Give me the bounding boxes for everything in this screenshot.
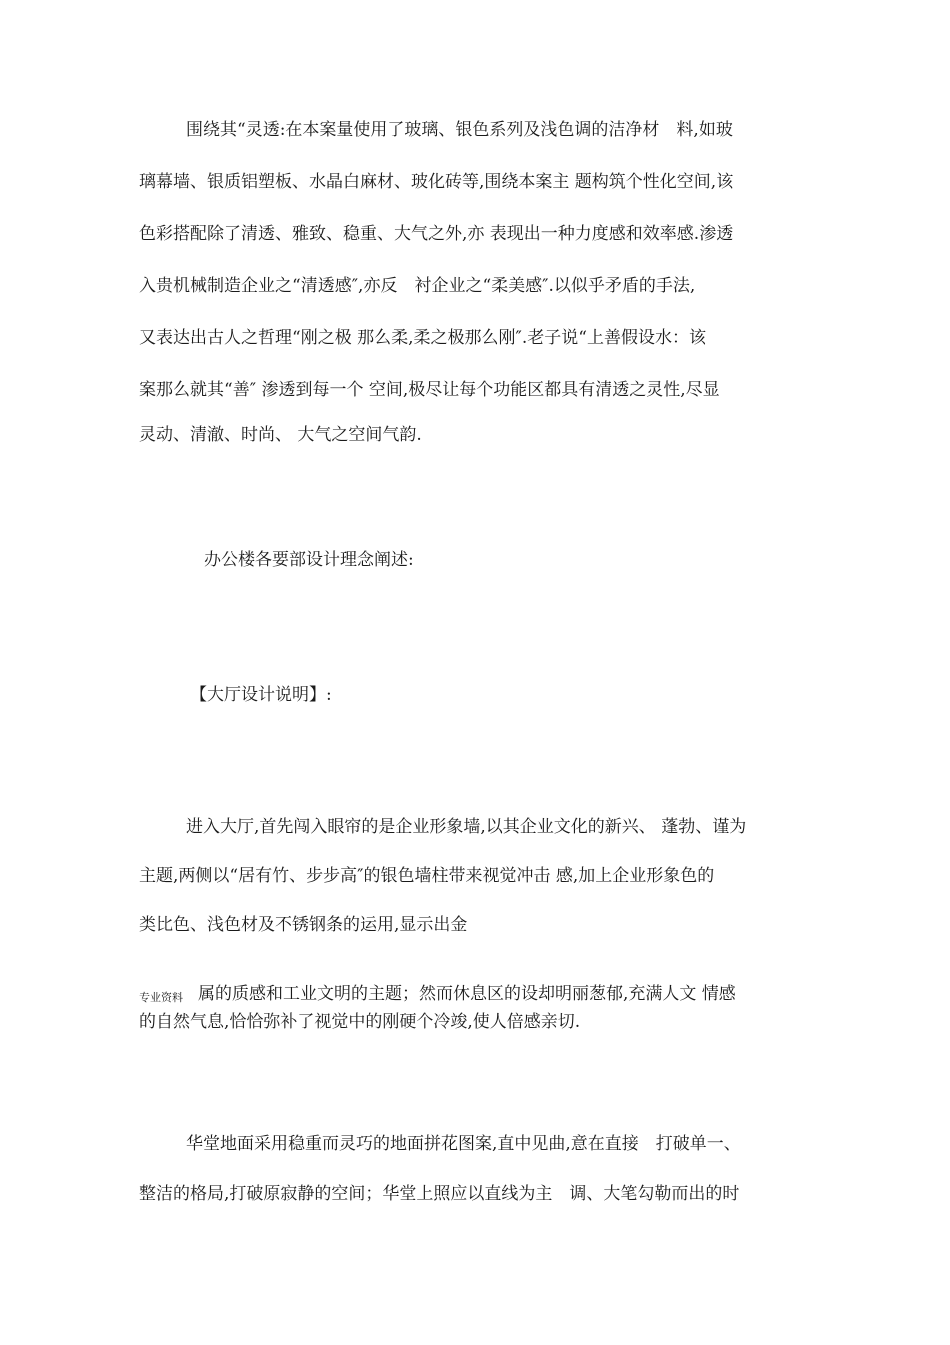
text-line: 又表达出古人之哲理“刚之极 那么柔,柔之极那么刚″.老子说“上善假设水：该 bbox=[139, 328, 706, 348]
lobby-heading: 【大厅设计说明】: bbox=[190, 685, 332, 705]
text-line: 围绕其“灵透:在本案量使用了玻璃、银色系列及浅色调的洁净材 料,如玻 bbox=[186, 120, 733, 140]
text-line: 类比色、浅色材及不锈钢条的运用,显示出金 bbox=[139, 915, 468, 935]
text-line: 灵动、清澈、时尚、 大气之空间气韵. bbox=[139, 425, 422, 445]
footer-label: 专业资料 bbox=[139, 991, 183, 1004]
text-line: 色彩搭配除了清透、雅致、稳重、大气之外,亦 表现出一种力度感和效率感.渗透 bbox=[139, 224, 734, 244]
text-line: 案那么就其“善″ 渗透到每一个 空间,极尽让每个功能区都具有清透之灵性,尽显 bbox=[139, 380, 720, 400]
text-line: 璃幕墙、银质铝塑板、水晶白麻材、玻化砖等,围绕本案主 题构筑个性化空间,该 bbox=[139, 172, 734, 192]
section-heading: 办公楼各要部设计理念阐述: bbox=[204, 550, 414, 570]
text-line: 整洁的格局,打破原寂静的空间；华堂上照应以直线为主 调、大笔勾勒而出的时 bbox=[139, 1184, 740, 1204]
text-line: 入贵机械制造企业之“清透感″,亦反 衬企业之“柔美感″.以似乎矛盾的手法, bbox=[139, 276, 696, 296]
text-line: 华堂地面采用稳重而灵巧的地面拼花图案,直中见曲,意在直接 打破单一、 bbox=[186, 1134, 741, 1154]
text-line: 的自然气息,恰恰弥补了视觉中的刚硬个冷竣,使人倍感亲切. bbox=[139, 1012, 581, 1032]
text-line: 进入大厅,首先闯入眼帘的是企业形象墙,以其企业文化的新兴、 蓬勃、谨为 bbox=[186, 817, 747, 837]
text-line: 主题,两侧以“居有竹、步步高″的银色墙柱带来视觉冲击 感,加上企业形象色的 bbox=[139, 866, 715, 886]
text-line: 属的质感和工业文明的主题；然而休息区的设却明丽葱郁,充满人文 情感 bbox=[198, 984, 736, 1004]
